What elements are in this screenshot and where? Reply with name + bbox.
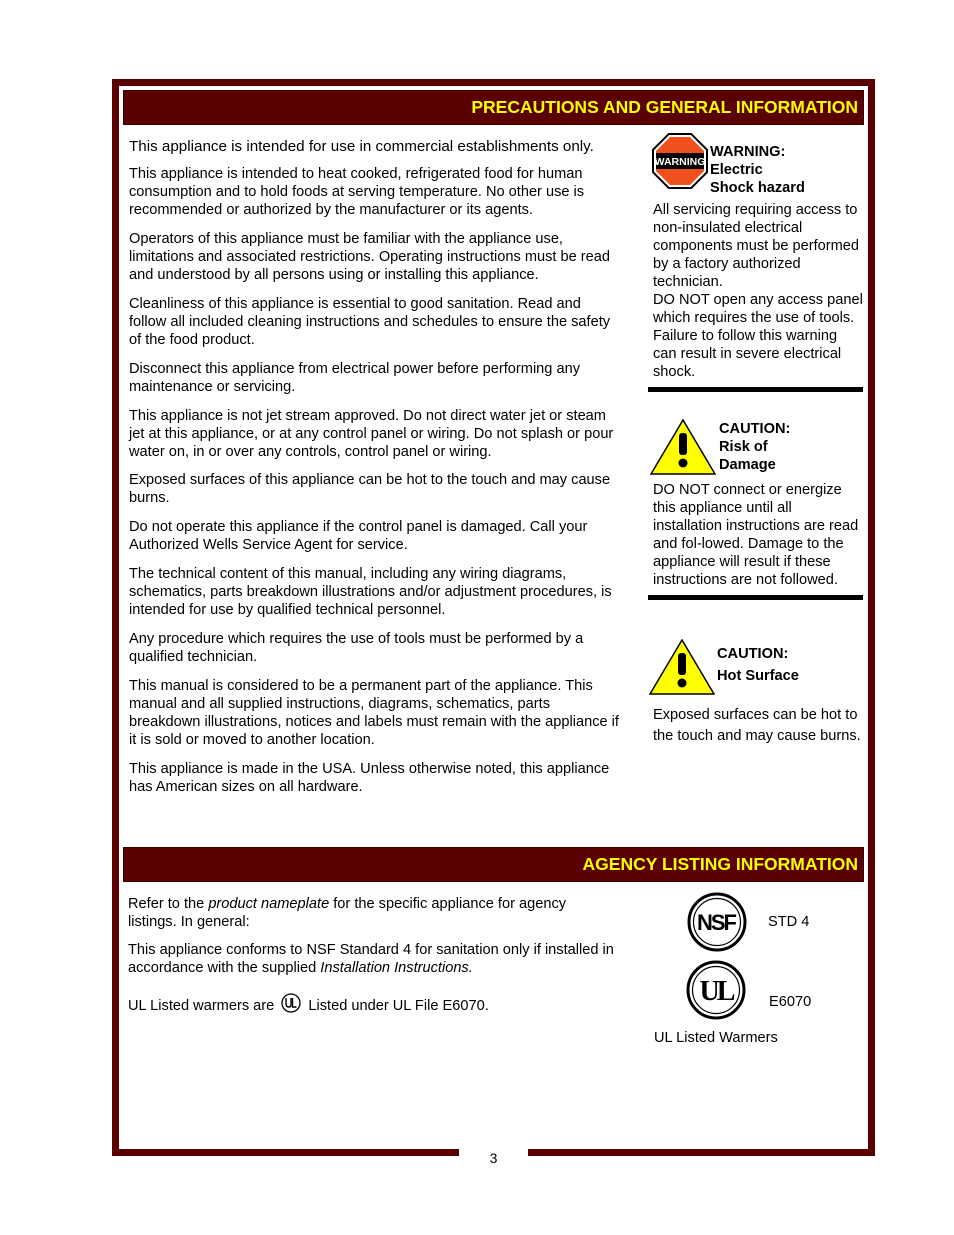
caution-risk-of-damage (648, 409, 863, 600)
paragraph-operators: Operators of this appliance must be familiar with the appliance use, limitations and associated restrictions. Operating instructions must be read and understood by all persons using or installing this appliance. (129, 231, 611, 283)
caution-hot-body: Exposed surfaces can be hot to the touch and may cause burns. (653, 707, 861, 744)
page-number: 3 (489, 1150, 498, 1166)
paragraph-jet-stream: This appliance is not jet stream approved. Do not direct water jet or steam jet at this appliance, or at any control panel or wiring. Do not splash or pour water on, in or over any controls, control panel or wiring. (129, 408, 614, 460)
warning-body-2: DO NOT open any access panel which requires the use of tools. Failure to follow this warning can result in severe electrical shock. (653, 292, 863, 380)
paragraph-made-in-usa: This appliance is made in the USA. Unless otherwise noted, this appliance has American sizes on all hardware. (129, 761, 610, 795)
agency-text (128, 895, 618, 1025)
precautions-banner: PRECAUTIONS AND GENERAL INFORMATION (123, 90, 864, 125)
electric-shock-warning (648, 133, 863, 392)
paragraph-manual-permanent: This manual is considered to be a permanent part of the appliance. This manual and all supplied instructions, diagrams, schematics, parts breakdown illustrations, notices and labels must remain with the appliance if it is sold or moved to another location. (129, 678, 619, 748)
agency-paragraph-nsf: This appliance conforms to NSF Standard 4 for sanitation only if installed in accordance with the supplied Installation Instructions. (128, 942, 614, 976)
caution-damage-rule (648, 595, 863, 600)
caution-triangle-icon (650, 419, 716, 475)
paragraph-intended-use: This appliance is intended to heat cooked, refrigerated food for human consumption and to hold foods at serving temperature. No other use is recommended or authorized by the manufacturer or its agents. (129, 166, 585, 218)
warning-body: All servicing requiring access to non-insulated electrical components must be performed by a factory authorized technician. (653, 202, 860, 290)
ul-listed-warmers: UL Listed Warmers (654, 1030, 778, 1046)
ul-logo-icon (686, 960, 746, 1020)
svg-text:UL: UL (699, 976, 733, 1007)
warning-label-1: WARNING: (710, 144, 786, 160)
warning-label-2: Electric (710, 162, 763, 178)
ul-mark-icon (281, 993, 301, 1013)
paragraph-technical-content: The technical content of this manual, including any wiring diagrams, schematics, parts breakdown illustrations and/or adjustment procedures, is intended for use by qualified technical personnel. (129, 566, 612, 618)
caution-damage-label-1: CAUTION: (719, 421, 791, 437)
warning-label-3: Shock hazard (710, 180, 805, 196)
nsf-standard: STD 4 (768, 914, 810, 930)
ul-file-number: E6070 (769, 994, 812, 1010)
paragraph-control-panel: Do not operate this appliance if the control panel is damaged. Call your Authorized Wells Service Agent for service. (129, 519, 588, 553)
precautions-text (129, 137, 619, 807)
caution-hot-label-2: Hot Surface (717, 668, 799, 684)
paragraph-cleanliness: Cleanliness of this appliance is essential to good sanitation. Read and follow all included cleaning instructions and schedules to ensure the safety of the food product. (129, 296, 611, 348)
paragraph-tools: Any procedure which requires the use of tools must be performed by a qualified technician. (129, 631, 584, 665)
agency-paragraph-ul: UL Listed warmers are Listed under UL File E6070. (128, 993, 618, 1015)
svg-text:WARNING: WARNING (654, 156, 706, 168)
agency-logos (648, 891, 863, 1051)
caution-triangle-icon (649, 639, 715, 695)
caution-hot-surface (648, 630, 863, 747)
nsf-logo-icon (687, 892, 747, 952)
warning-rule (648, 387, 863, 392)
paragraph-hot-surfaces: Exposed surfaces of this appliance can be hot to the touch and may cause burns. (129, 472, 611, 506)
caution-damage-body: DO NOT connect or energize this appliance until all installation instructions are read and fol-lowed. Damage to the appliance will result if these instructions are not followed. (653, 482, 859, 588)
caution-damage-label-3: Damage (719, 457, 776, 473)
frame-bottom-left (112, 1149, 459, 1156)
agency-paragraph-nameplate: Refer to the product nameplate for the specific appliance for agency listings. In general: (128, 896, 567, 930)
paragraph-commercial: This appliance is intended for use in commercial establishments only. (129, 138, 594, 155)
warning-octagon-icon (652, 133, 708, 189)
paragraph-disconnect: Disconnect this appliance from electrical power before performing any maintenance or servicing. (129, 361, 581, 395)
frame-bottom-right (528, 1149, 875, 1156)
agency-banner: AGENCY LISTING INFORMATION (123, 847, 864, 882)
caution-hot-label-1: CAUTION: (717, 646, 789, 662)
caution-damage-label-2: Risk of (719, 439, 768, 455)
svg-text:NSF: NSF (697, 910, 735, 935)
